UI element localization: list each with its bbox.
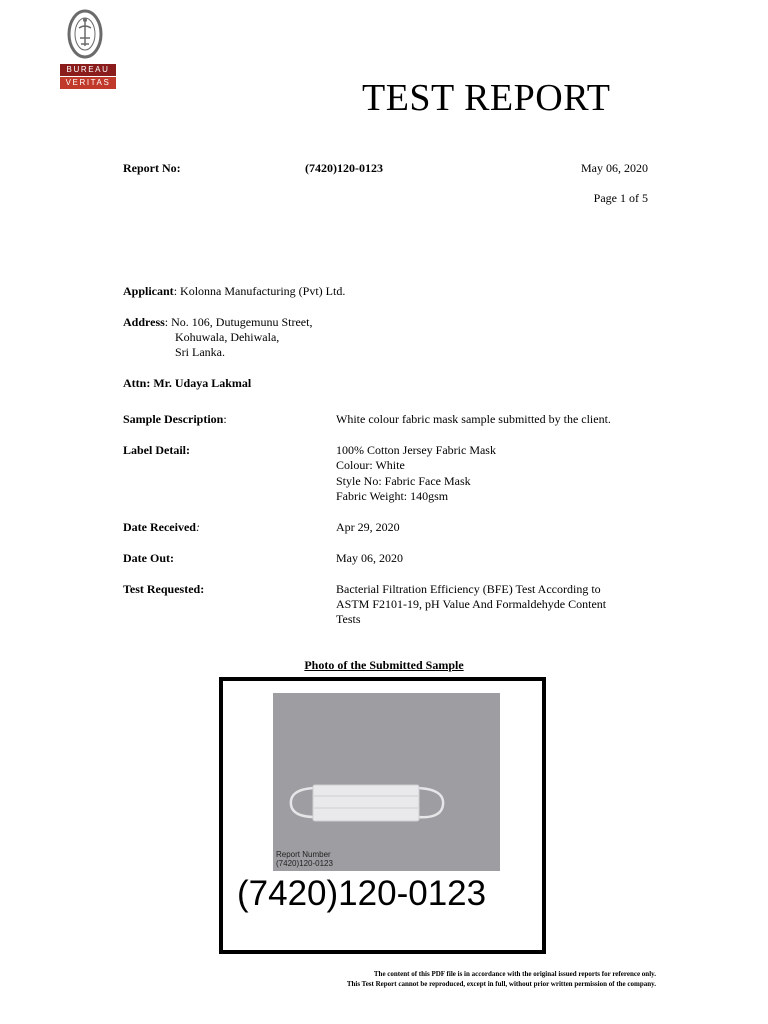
report-number: (7420)120-0123: [305, 161, 383, 175]
sample-photo: [273, 693, 500, 871]
date-out-label: Date Out:: [123, 551, 174, 565]
test-requested-line-3: Tests: [336, 612, 361, 626]
mask-image: [273, 693, 500, 871]
bureau-veritas-logo: [44, 6, 122, 94]
date-received-label-text: Date Received: [123, 520, 196, 534]
label-detail-label: Label Detail:: [123, 443, 190, 457]
label-detail-line-4: Fabric Weight: 140gsm: [336, 489, 449, 503]
sample-description-value: White colour fabric mask sample submitted by the client.: [336, 412, 611, 426]
label-detail-line-1: 100% Cotton Jersey Fabric Mask: [336, 443, 496, 457]
test-requested-line-1: Bacterial Filtration Efficiency (BFE) Test According to: [336, 582, 601, 596]
photo-caption: [276, 850, 333, 868]
footer-line-1: The content of this PDF file is in accordance with the original issued reports for reference only.: [373, 970, 656, 978]
date-received-value: Apr 29, 2020: [336, 520, 400, 534]
report-number-label: Report No:: [123, 161, 181, 175]
applicant-value: : Kolonna Manufacturing (Pvt) Ltd.: [173, 284, 346, 298]
page-number: Page 1 of 5: [593, 191, 648, 205]
logo-line-1: BUREAU: [60, 64, 116, 76]
applicant-label: Applicant: [123, 284, 174, 298]
sample-photo-frame: [219, 677, 546, 954]
label-detail-line-3: Style No: Fabric Face Mask: [336, 474, 471, 488]
photo-caption-line-2: (7420)120-0123: [276, 859, 333, 868]
test-requested-label: Test Requested:: [123, 582, 205, 596]
applicant: [123, 284, 345, 299]
address-line-3: Sri Lanka.: [175, 345, 225, 359]
photo-report-number: (7420)120-0123: [237, 874, 487, 913]
date-received-label: [123, 520, 200, 535]
test-requested-line-2: ASTM F2101-19, pH Value And Formaldehyde Content: [336, 597, 607, 611]
date-out-value: May 06, 2020: [336, 551, 403, 565]
date-received-colon: :: [195, 520, 200, 534]
footer-line-2: This Test Report cannot be reproduced, except in full, without prior written permission of the company.: [346, 980, 656, 988]
address-line-1: : No. 106, Dutugemunu Street,: [164, 315, 313, 329]
label-detail-line-2: Colour: White: [336, 458, 405, 472]
address: [123, 315, 312, 330]
attention: Attn: Mr. Udaya Lakmal: [123, 376, 252, 390]
page-title: TEST REPORT: [362, 77, 611, 119]
sample-description-label-text: Sample Description: [123, 412, 224, 426]
address-line-2: Kohuwala, Dehiwala,: [175, 330, 280, 344]
report-date: May 06, 2020: [581, 161, 648, 175]
photo-heading: Photo of the Submitted Sample: [304, 658, 464, 672]
seal-icon: [67, 8, 103, 62]
sample-description-label: [123, 412, 227, 427]
logo-wordmark: [60, 64, 116, 89]
logo-line-2: VERITAS: [60, 77, 116, 89]
address-label: Address: [123, 315, 165, 329]
sample-description-colon: :: [223, 412, 227, 426]
photo-caption-line-1: Report Number: [276, 850, 331, 859]
